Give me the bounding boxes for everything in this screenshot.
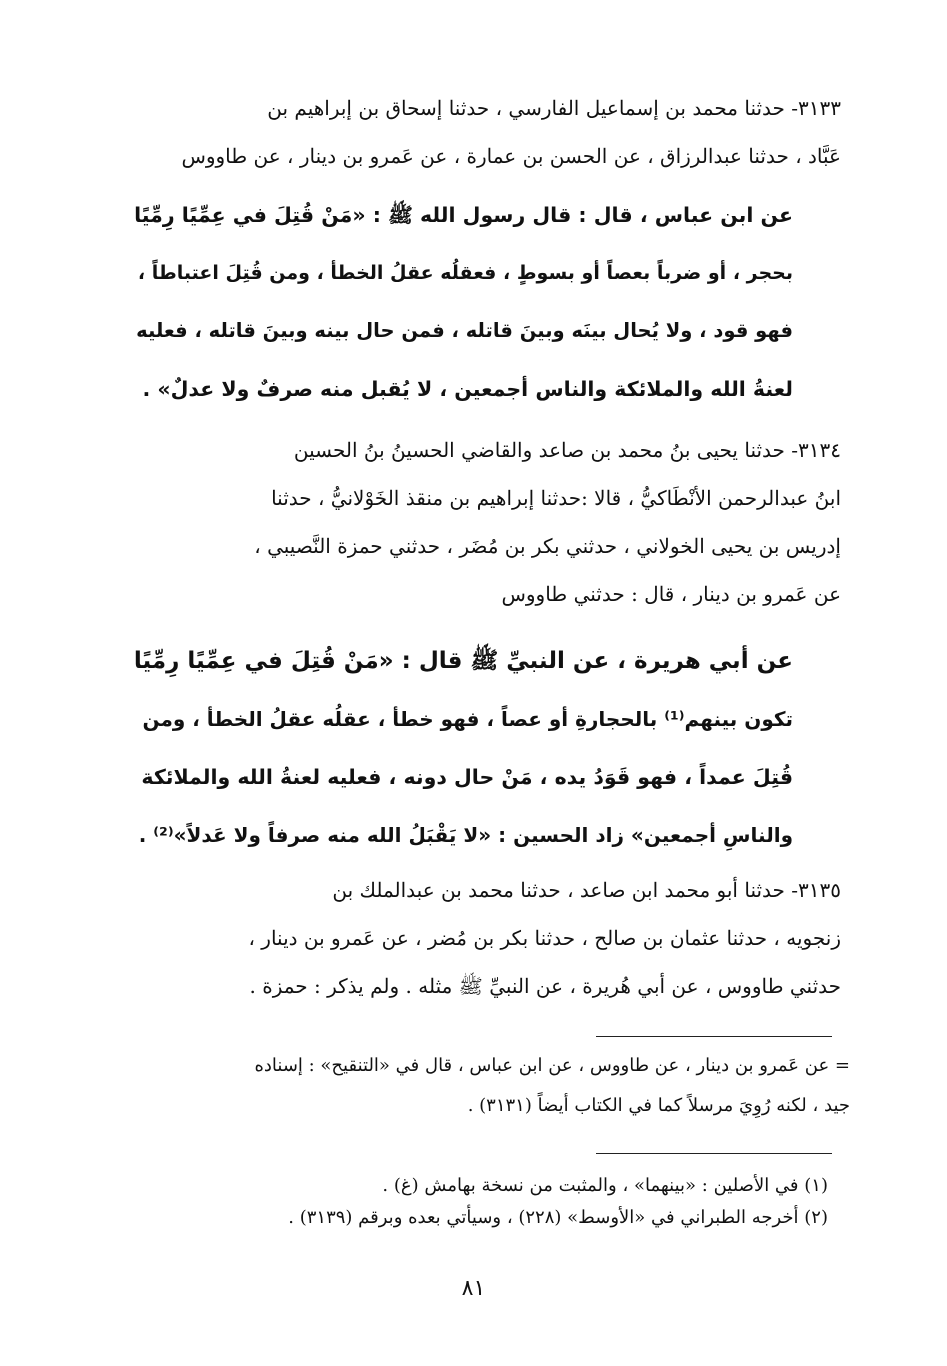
- hadith-3135-isnad: [128, 866, 841, 1010]
- text-line: بحجر ، أو ضرباً بعصاً أو بسوطٍ ، فعقلُه عقلُ الخطأ ، ومن قُتِلَ اعتباطاً ،: [137, 262, 793, 284]
- hadith-3134-matn: [128, 632, 793, 864]
- footnote-separator: [596, 1153, 832, 1154]
- text-line: جيد ، لكنه رُوِيَ مرسلاً كما في الكتاب أيضاً (٣١٣١) .: [467, 1095, 850, 1116]
- text-line: ابنُ عبدالرحمن الأنْطَاكيُّ ، قالا :حدثنا إبراهيم بن منقذ الخَوْلانيُّ ، حدثنا: [271, 486, 841, 510]
- hadith-3133-isnad: [128, 84, 841, 180]
- text-line: = عن عَمرو بن دينار ، عن طاووس ، عن ابن عباس ، قال في «التنقيح» : إسناده: [254, 1055, 850, 1076]
- text-line: عن أبي هريرة ، عن النبيِّ ﷺ قال : «مَنْ قُتِلَ في عِمِّيًا رِمِّيًا: [133, 648, 793, 674]
- hadith-3134-isnad: [128, 426, 841, 618]
- text-line: حدثني طاووس ، عن أبي هُريرة ، عن النبيِّ ﷺ مثله . ولم يذكر : حمزة .: [249, 974, 841, 998]
- page-number: ٨١: [461, 1276, 486, 1301]
- footnote-separator: [596, 1036, 832, 1037]
- text-line: عن عَمرو بن دينار ، قال : حدثني طاووس: [501, 582, 841, 606]
- footnote-1: (١) في الأصلين : «بينهما» ، والمثبت من نسخة بهامش (غ) .: [382, 1175, 828, 1196]
- continued-footnote: [128, 1046, 850, 1126]
- text-line: ٣١٣٥- حدثنا أبو محمد ابن صاعد ، حدثنا محمد بن عبدالملك بن: [332, 878, 841, 902]
- text-line: ٣١٣٤- حدثنا يحيى بنُ محمد بن صاعد والقاضي الحسينُ بنُ الحسين: [293, 438, 841, 462]
- text-line: عَبَّاد ، حدثنا عبدالرزاق ، عن الحسن بن عمارة ، عن عَمرو بن دينار ، عن طاووس: [181, 144, 841, 168]
- text-line: عن ابن عباس ، قال : قال رسول الله ﷺ : «مَنْ قُتِلَ في عِمِّيًا رِمِّيًا: [134, 203, 793, 227]
- footnote-2: (٢) أخرجه الطبراني في «الأوسط» (٢٢٨) ، وسيأتي بعده وبرقم (٣١٣٩) .: [288, 1207, 828, 1228]
- hadith-3133-matn: [128, 186, 793, 418]
- text-line: ٣١٣٣- حدثنا محمد بن إسماعيل الفارسي ، حدثنا إسحاق بن إبراهيم بن: [267, 96, 841, 120]
- text-line: فهو قود ، ولا يُحال بينَه وبينَ قاتله ، فمن حال بينه وبينَ قاتله ، فعليه: [136, 319, 793, 342]
- text-line: لعنةُ الله والملائكة والناس أجمعين ، لا يُقبل منه صرفٌ ولا عدلٌ» .: [142, 377, 793, 401]
- text-line: قُتِلَ عمداً ، فهو قَوَدُ يده ، مَنْ حال دونه ، فعليه لعنةُ الله والملائكة: [141, 765, 793, 789]
- text-line: والناسِ أجمعين» زاد الحسين : «لا يَقْبَلُ الله منه صرفاً ولا عَدلاً»⁽²⁾ .: [138, 823, 793, 847]
- text-line: تكون بينهم⁽¹⁾ بالحجارةِ أو عصاً ، فهو خطأ ، عقلُه عقلُ الخطأ ، ومن: [142, 707, 793, 731]
- text-line: زنجويه ، حدثنا عثمان بن صالح ، حدثنا بكر بن مُضر ، عن عَمرو بن دينار ،: [248, 926, 841, 950]
- footnotes: [128, 1170, 828, 1234]
- text-line: إدريس بن يحيى الخولاني ، حدثني بكر بن مُضَر ، حدثني حمزة النَّصيبي ،: [254, 534, 841, 558]
